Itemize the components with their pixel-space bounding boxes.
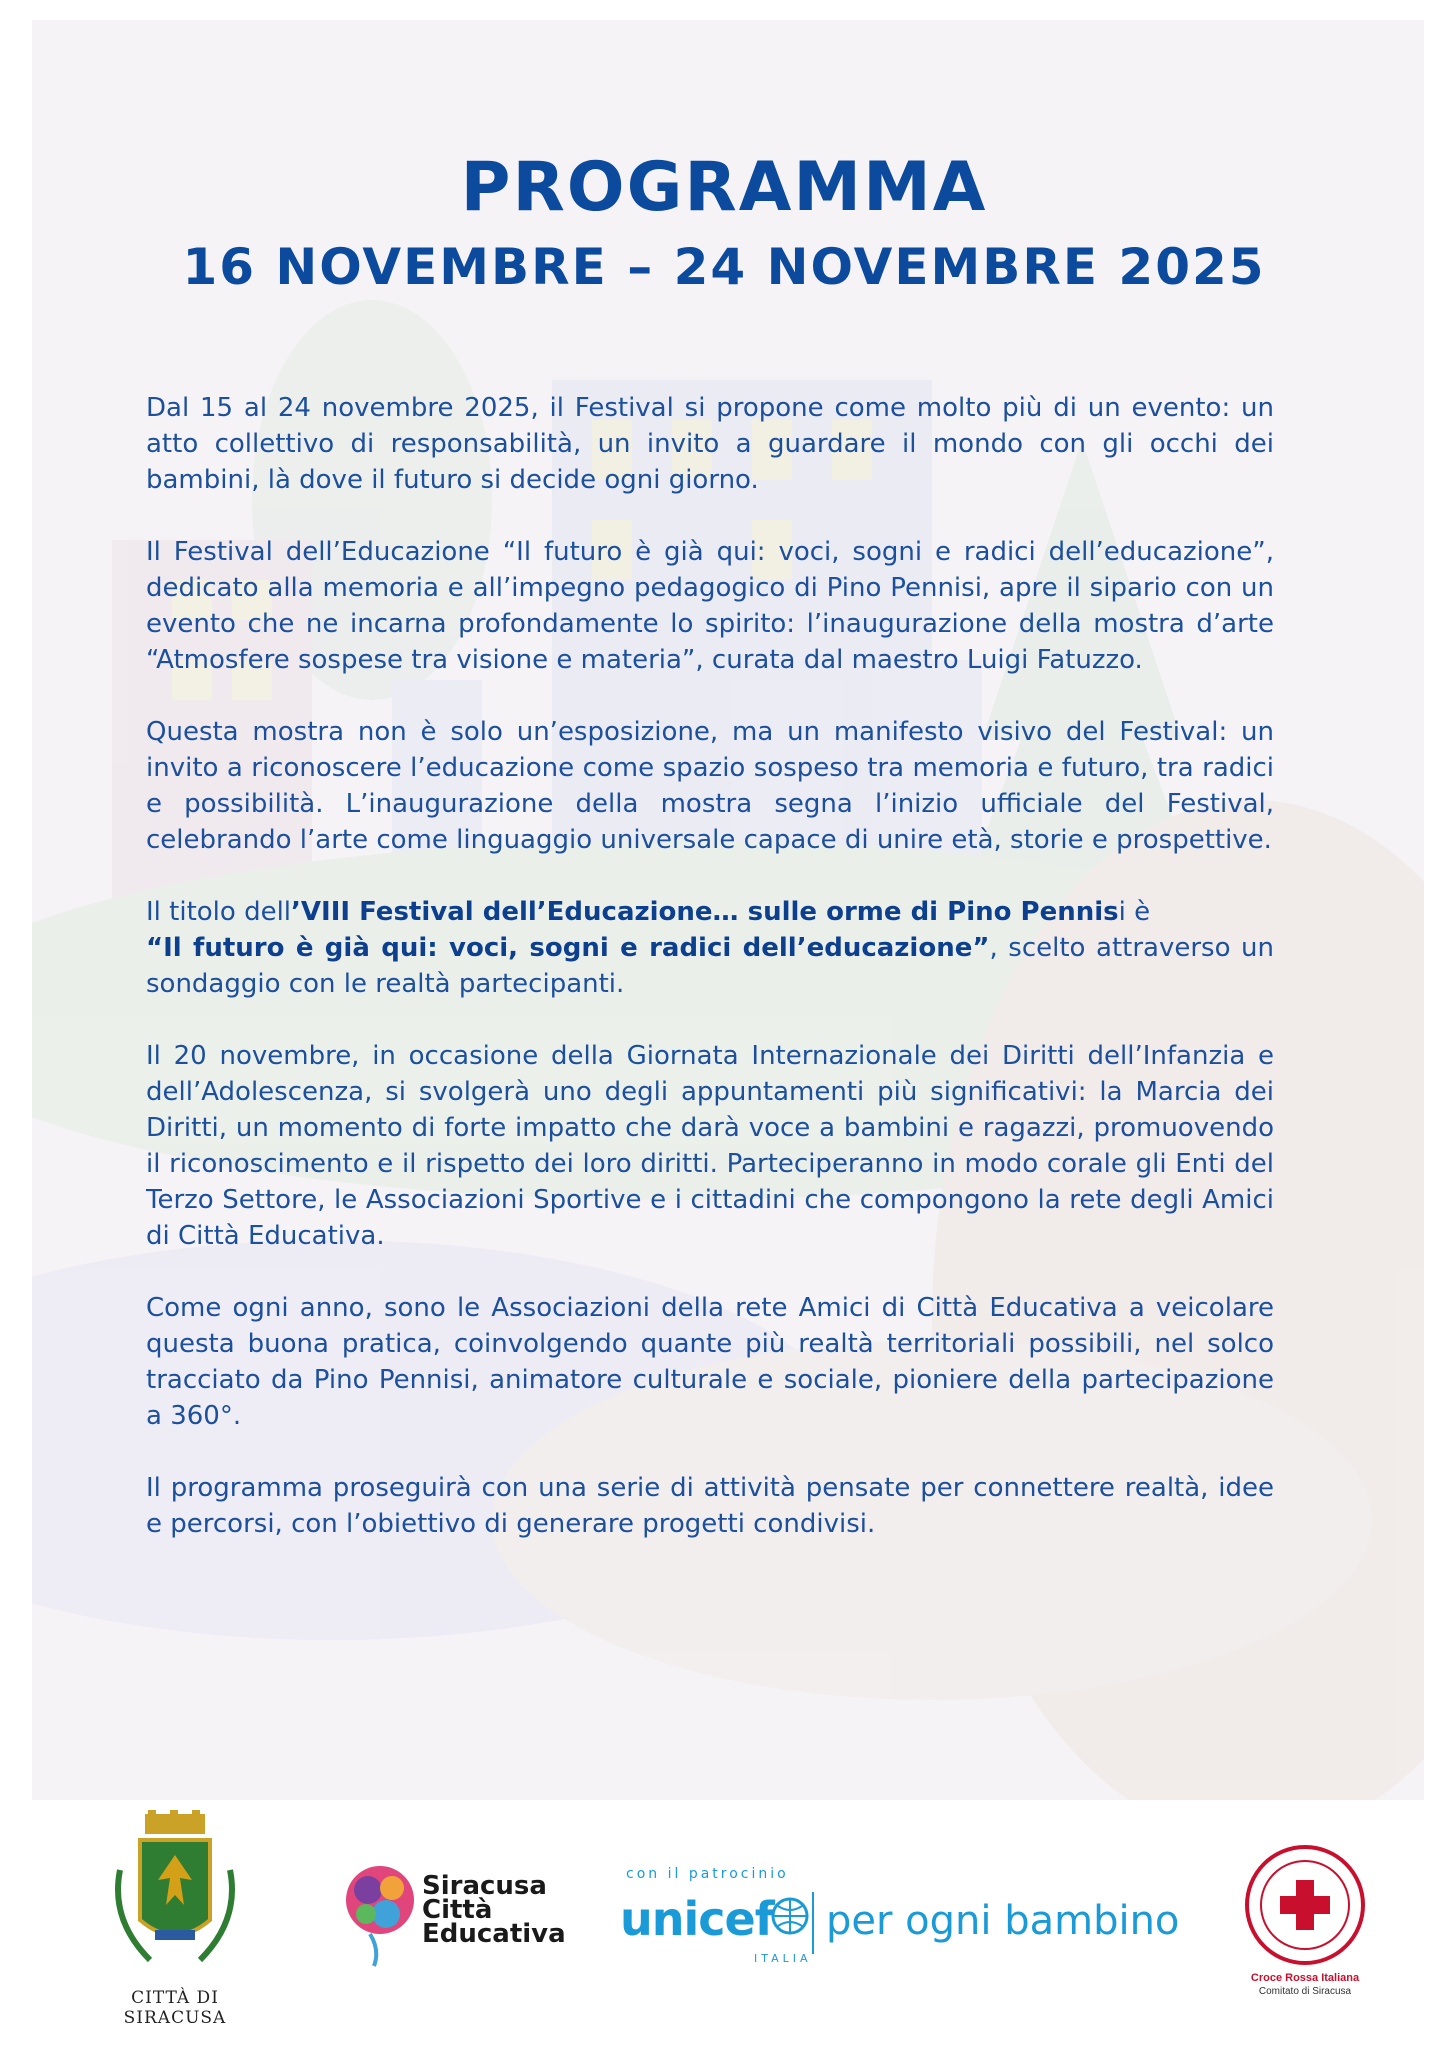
paragraph-mostra: Questa mostra non è solo un’esposizione, ma un manifesto visivo del Festival: un invito a riconoscere l’educazione come spazio sospeso tra memoria e futuro, tra radici e possibilità. L’inaugurazione della mostra segna l’inizio ufficiale del Festival, celebrando l’arte come linguaggio universale capace di unire età, storie e prospettive.: [146, 717, 1274, 855]
titolo-text-3: , scelto attraverso un sondaggio con le realtà partecipanti.: [146, 933, 1274, 999]
titolo-bold-2: “Il futuro è già qui: voci, sogni e radici dell’educazione”: [146, 933, 990, 963]
footer-logos: [0, 1810, 1448, 2048]
coat-of-arms-icon: [80, 1810, 270, 1986]
unicef-globe-icon: [770, 1896, 810, 1936]
paragraph-intro: Dal 15 al 24 novembre 2025, il Festival si propone come molto più di un evento: un atto collettivo di responsabilità, un invito a guardare il mondo con gli occhi dei bambini, là dove il futuro si decide ogni giorno.: [146, 393, 1274, 495]
patrocinio-label: con il patrocinio: [626, 1866, 789, 1882]
page-title: PROGRAMMA: [460, 148, 988, 227]
sce-line-1: Siracusa: [422, 1871, 547, 1901]
titolo-text-1: Il titolo dell: [146, 897, 292, 927]
comune-label: CITTÀ DI SIRACUSA: [123, 1988, 227, 2028]
unicef-slogan: per ogni bambino: [826, 1898, 1180, 1944]
sce-line-2: Città: [422, 1895, 493, 1925]
siracusa-citta-educativa-logo: [340, 1860, 570, 1980]
paragraph-programma: Il programma proseguirà con una serie di attività pensate per connettere realtà, idee e percorsi, con l’obiettivo di generare progetti condivisi.: [146, 1473, 1274, 1539]
titolo-bold-1: ’VIII Festival dell’Educazione… sulle orme di Pino Pennis: [291, 897, 1119, 927]
croce-rossa-logo: [1240, 1840, 1370, 2000]
program-text: [146, 390, 1274, 1578]
unicef-wordmark: unicef: [620, 1892, 774, 1946]
unicef-logo: [620, 1860, 1180, 1970]
paragraph-marcia: Il 20 novembre, in occasione della Giornata Internazionale dei Diritti dell’Infanzia e dell’Adolescenza, si svolgerà uno degli appuntamenti più significativi: la Marcia dei Diritti, un momento di forte impatto che darà voce a bambini e ragazzi, promuovendo il riconoscimento e il rispetto dei loro diritti. Parteciperanno in modo corale gli Enti del Terzo Settore, le Associazioni Sportive e i cittadini che compongono la rete degli Amici di Città Educativa.: [146, 1041, 1274, 1251]
balloon-head-icon: [340, 1860, 420, 1970]
comune-logo: [80, 1810, 270, 2028]
red-cross-icon: [1240, 1840, 1370, 1970]
sce-line-3: Educativa: [422, 1919, 566, 1949]
unicef-country: ITALIA: [754, 1952, 812, 1965]
sce-wordmark: [422, 1871, 566, 1949]
paragraph-festival: Il Festival dell’Educazione “Il futuro è già qui: voci, sogni e radici dell’educazione”, dedicato alla memoria e all’impegno pedagogico di Pino Pennisi, apre il sipario con un evento che ne incarna profondamente lo spirito: l’inaugurazione della mostra d’arte “Atmosfere sospese tra visione e materia”, curata dal maestro Luigi Fatuzzo.: [146, 537, 1274, 675]
paragraph-titolo: [146, 894, 1274, 1002]
paragraph-associazioni: Come ogni anno, sono le Associazioni della rete Amici di Città Educativa a veicolare questa buona pratica, coinvolgendo quante più realtà territoriali possibili, nel solco tracciato da Pino Pennisi, animatore culturale e sociale, pioniere della partecipazione a 360°.: [146, 1293, 1274, 1431]
cri-subtitle: Comitato di Siracusa: [1258, 1986, 1352, 1997]
cri-name: Croce Rossa Italiana: [1250, 1972, 1360, 1984]
date-range: 16 NOVEMBRE – 24 NOVEMBRE 2025: [182, 238, 1266, 296]
titolo-text-2: i è: [1118, 897, 1151, 927]
unicef-separator: [812, 1892, 814, 1954]
